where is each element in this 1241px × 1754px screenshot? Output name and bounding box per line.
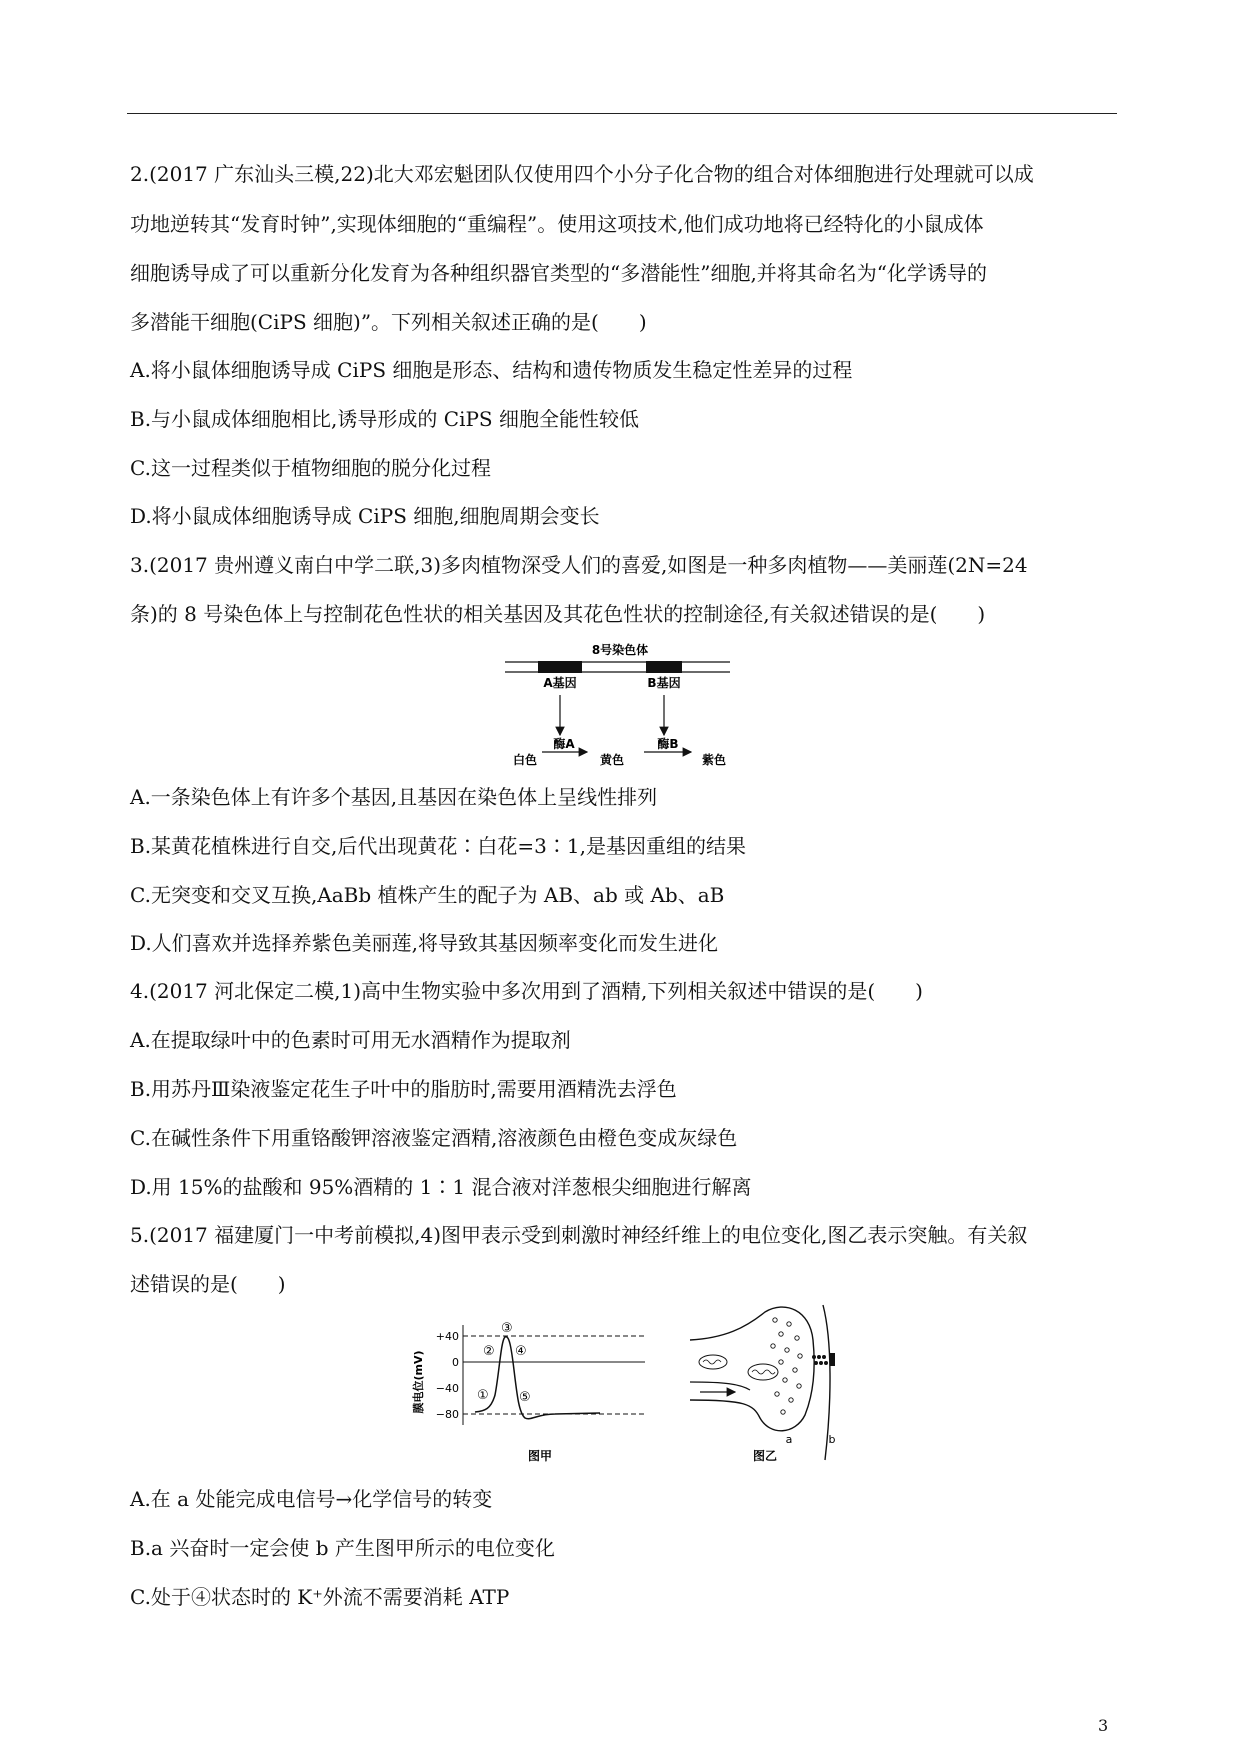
phase-4: ④ <box>515 1344 527 1359</box>
q4-option-d: D.用 15%的盐酸和 95%酒精的 1∶1 混合液对洋葱根尖细胞进行解离 <box>130 1175 752 1199</box>
q4-option-a: A.在提取绿叶中的色素时可用无水酒精作为提取剂 <box>130 1028 571 1052</box>
q5-stem-line1: 5.(2017 福建厦门一中考前模拟,4)图甲表示受到刺激时神经纤维上的电位变化,图乙表示突触。有关叙 <box>130 1223 1028 1247</box>
q4-option-c: C.在碱性条件下用重铬酸钾溶液鉴定酒精,溶液颜色由橙色变成灰绿色 <box>130 1126 738 1150</box>
q3-stem-line1: 3.(2017 贵州遵义南白中学二联,3)多肉植物深受人们的喜爱,如图是一种多肉植物——美丽莲(2N=24 <box>130 553 1028 577</box>
phase-2: ② <box>483 1344 495 1359</box>
tick-minus40: −40 <box>435 1382 459 1395</box>
q2-option-a: A.将小鼠体细胞诱导成 CiPS 细胞是形态、结构和遗传物质发生稳定性差异的过程 <box>130 358 853 382</box>
action-potential-figure <box>405 1315 655 1465</box>
page-number: 3 <box>1098 1716 1109 1735</box>
q3-option-d: D.人们喜欢并选择养紫色美丽莲,将导致其基因频率变化而发生进化 <box>130 931 719 955</box>
enzyme-b-label: 酶B <box>657 737 679 751</box>
label-a: a <box>785 1433 793 1446</box>
axon-lower-edge <box>690 1382 750 1390</box>
tick-minus80: −80 <box>435 1408 459 1421</box>
figure-jia-caption: 图甲 <box>527 1449 553 1463</box>
chromosome-title: 8号染色体 <box>591 643 649 657</box>
label-b: b <box>828 1433 836 1446</box>
q2-option-b: B.与小鼠成体细胞相比,诱导形成的 CiPS 细胞全能性较低 <box>130 407 639 431</box>
q2-stem-line1: 2.(2017 广东汕头三模,22)北大邓宏魁团队仅使用四个小分子化合物的组合对体细胞进行处理就可以成 <box>130 162 1034 186</box>
synaptic-vesicles <box>771 1318 802 1414</box>
q3-option-c: C.无突变和交叉互换,AaBb 植株产生的配子为 AB、ab 或 Ab、aB <box>130 883 725 907</box>
q3-stem-line2: 条)的 8 号染色体上与控制花色性状的相关基因及其花色性状的控制途径,有关叙述错误的是( ) <box>130 602 986 626</box>
q5-stem-line2: 述错误的是( ) <box>130 1272 286 1296</box>
synapse-figure <box>685 1300 850 1465</box>
tick-plus40: +40 <box>435 1330 459 1343</box>
tick-0: 0 <box>452 1356 459 1369</box>
q2-option-c: C.这一过程类似于植物细胞的脱分化过程 <box>130 456 491 480</box>
q5-option-b: B.a 兴奋时一定会使 b 产生图甲所示的电位变化 <box>130 1536 555 1560</box>
q5-option-c: C.处于④状态时的 K⁺外流不需要消耗 ATP <box>130 1585 510 1609</box>
white-color-label: 白色 <box>512 753 538 767</box>
q4-stem: 4.(2017 河北保定二模,1)高中生物实验中多次用到了酒精,下列相关叙述中错误的是( ) <box>130 979 923 1003</box>
header-rule <box>127 113 1117 114</box>
y-axis-label: 膜电位(mV) <box>412 1350 425 1414</box>
purple-color-label: 紫色 <box>701 753 727 767</box>
gene-a-label: A基因 <box>543 676 577 690</box>
q2-option-d: D.将小鼠成体细胞诱导成 CiPS 细胞,细胞周期会变长 <box>130 504 600 528</box>
q2-stem-line4: 多潜能干细胞(CiPS 细胞)”。下列相关叙述正确的是( ) <box>130 310 647 334</box>
phase-3: ③ <box>501 1321 513 1336</box>
q2-stem-line2: 功地逆转其“发育时钟”,实现体细胞的“重编程”。使用这项技术,他们成功地将已经特化的小鼠成体 <box>130 212 984 236</box>
gene-b-label: B基因 <box>647 676 681 690</box>
gene-a-locus <box>538 661 582 673</box>
q3-option-b: B.某黄花植株进行自交,后代出现黄花∶白花=3∶1,是基因重组的结果 <box>130 834 746 858</box>
enzyme-a-label: 酶A <box>553 737 575 751</box>
receptor <box>830 1353 835 1366</box>
q5-option-a: A.在 a 处能完成电信号→化学信号的转变 <box>130 1487 493 1511</box>
q4-option-b: B.用苏丹Ⅲ染液鉴定花生子叶中的脂肪时,需要用酒精洗去浮色 <box>130 1077 677 1101</box>
q2-stem-line3: 细胞诱导成了可以重新分化发育为各种组织器官类型的“多潜能性”细胞,并将其命名为“化学诱导的 <box>130 261 988 285</box>
chromosome-figure <box>500 640 740 770</box>
gene-b-locus <box>646 661 682 673</box>
yellow-color-label: 黄色 <box>599 753 625 767</box>
phase-1: ① <box>477 1388 489 1403</box>
q3-option-a: A.一条染色体上有许多个基因,且基因在染色体上呈线性排列 <box>130 785 658 809</box>
figure-yi-caption: 图乙 <box>752 1449 778 1463</box>
phase-5: ⑤ <box>519 1390 531 1405</box>
